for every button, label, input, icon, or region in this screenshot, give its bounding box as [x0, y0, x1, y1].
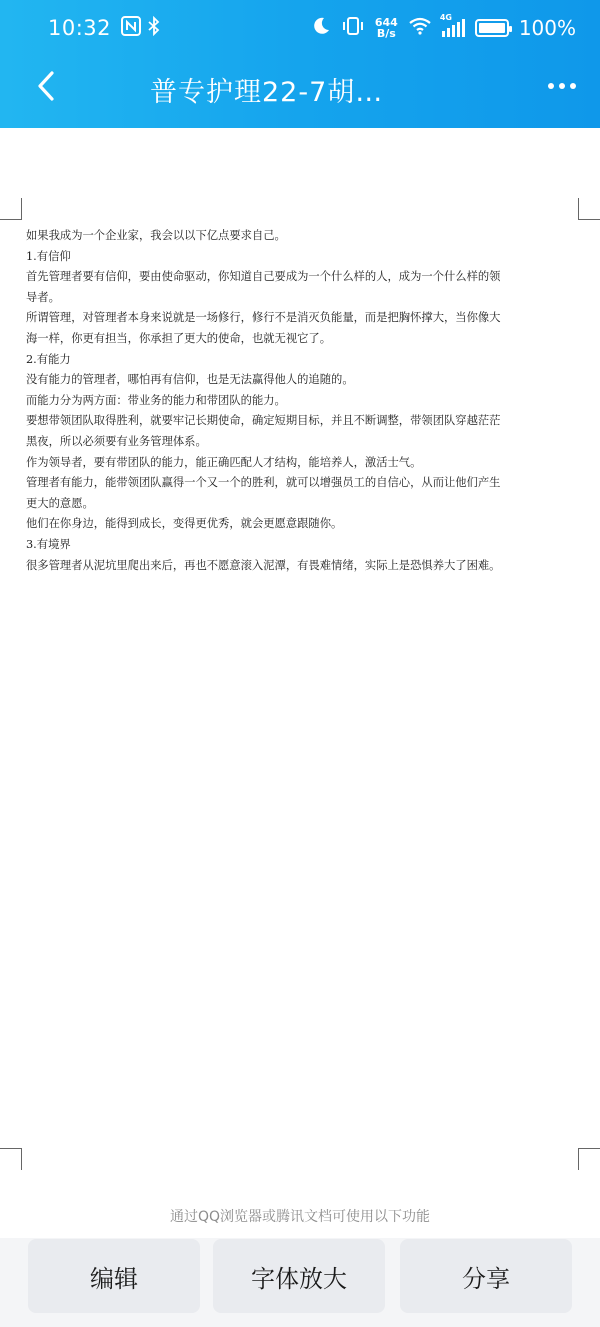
- feature-hint-text: 通过QQ浏览器或腾讯文档可使用以下功能: [169, 1209, 431, 1225]
- doc-line: 很多管理者从泥坑里爬出来后，再也不愿意滚入泥潭，有畏难情绪，实际上是恐惧养大了困难。: [26, 558, 501, 572]
- bluetooth-icon: [147, 16, 161, 41]
- doc-heading: 2.有能力: [26, 352, 71, 366]
- more-options-button[interactable]: [542, 70, 582, 102]
- doc-heading: 1.有信仰: [26, 249, 71, 263]
- nfc-icon: [121, 16, 141, 41]
- crop-mark-bottom-left: [0, 1148, 22, 1170]
- doc-line: 首先管理者要有信仰，要由使命驱动，你知道自己要成为一个什么样的人，成为一个什么样的领: [26, 270, 501, 284]
- moon-icon: [311, 16, 331, 41]
- more-dots-icon: [548, 83, 554, 89]
- doc-line: 更大的意愿。: [26, 496, 94, 510]
- net-speed: 644 B/s: [374, 16, 398, 40]
- doc-line: 导者。: [26, 290, 60, 304]
- doc-line: 作为领导者，要有带团队的能力，能正确匹配人才结构，能培养人，激活士气。: [26, 455, 422, 469]
- document-body: [26, 226, 574, 576]
- crop-mark-top-left: [0, 198, 22, 220]
- doc-line: 他们在你身边，能得到成长，变得更优秀，就会更愿意跟随你。: [26, 517, 343, 531]
- doc-line: 管理者有能力，能带领团队赢得一个又一个的胜利，就可以增强员工的自信心，从而让他们产生: [26, 476, 501, 490]
- bottom-action-bar: [0, 1238, 600, 1327]
- cellular-signal-icon: 4G: [442, 19, 465, 37]
- battery-percent: 100%: [518, 16, 576, 40]
- crop-mark-top-right: [578, 198, 600, 220]
- edit-button[interactable]: 编辑: [28, 1239, 200, 1313]
- document-title: 普专护理22-7胡…: [150, 77, 384, 108]
- nav-bar: [0, 56, 600, 120]
- doc-line: 而能力分为两方面：带业务的能力和带团队的能力。: [26, 393, 286, 407]
- status-time: 10:32: [48, 16, 112, 40]
- font-enlarge-button[interactable]: 字体放大: [213, 1239, 385, 1313]
- battery-icon: [475, 19, 509, 37]
- status-bar: [0, 0, 600, 56]
- doc-line: 如果我成为一个企业家，我会以以下亿点要求自己。: [26, 229, 286, 242]
- crop-mark-bottom-right: [578, 1148, 600, 1170]
- back-button[interactable]: [28, 66, 64, 106]
- doc-line: 所谓管理，对管理者本身来说就是一场修行，修行不是消灭负能量，而是把胸怀撑大，当你像大: [26, 311, 501, 325]
- wifi-icon: [408, 16, 432, 41]
- chevron-left-icon: [36, 70, 56, 102]
- doc-heading: 3.有境界: [26, 537, 71, 551]
- doc-line: 海一样，你更有担当，你承担了更大的使命，也就无视它了。: [26, 331, 332, 345]
- document-page[interactable]: [0, 128, 600, 1188]
- share-button[interactable]: 分享: [400, 1239, 572, 1313]
- app-header: [0, 0, 600, 128]
- doc-line: 要想带领团队取得胜利，就要牢记长期使命，确定短期目标，并且不断调整，带领团队穿越茫茫: [26, 414, 501, 428]
- doc-line: 黑夜，所以必须要有业务管理体系。: [26, 434, 207, 448]
- vibrate-icon: [341, 16, 365, 41]
- doc-line: 没有能力的管理者，哪怕再有信仰，也是无法赢得他人的追随的。: [26, 373, 354, 387]
